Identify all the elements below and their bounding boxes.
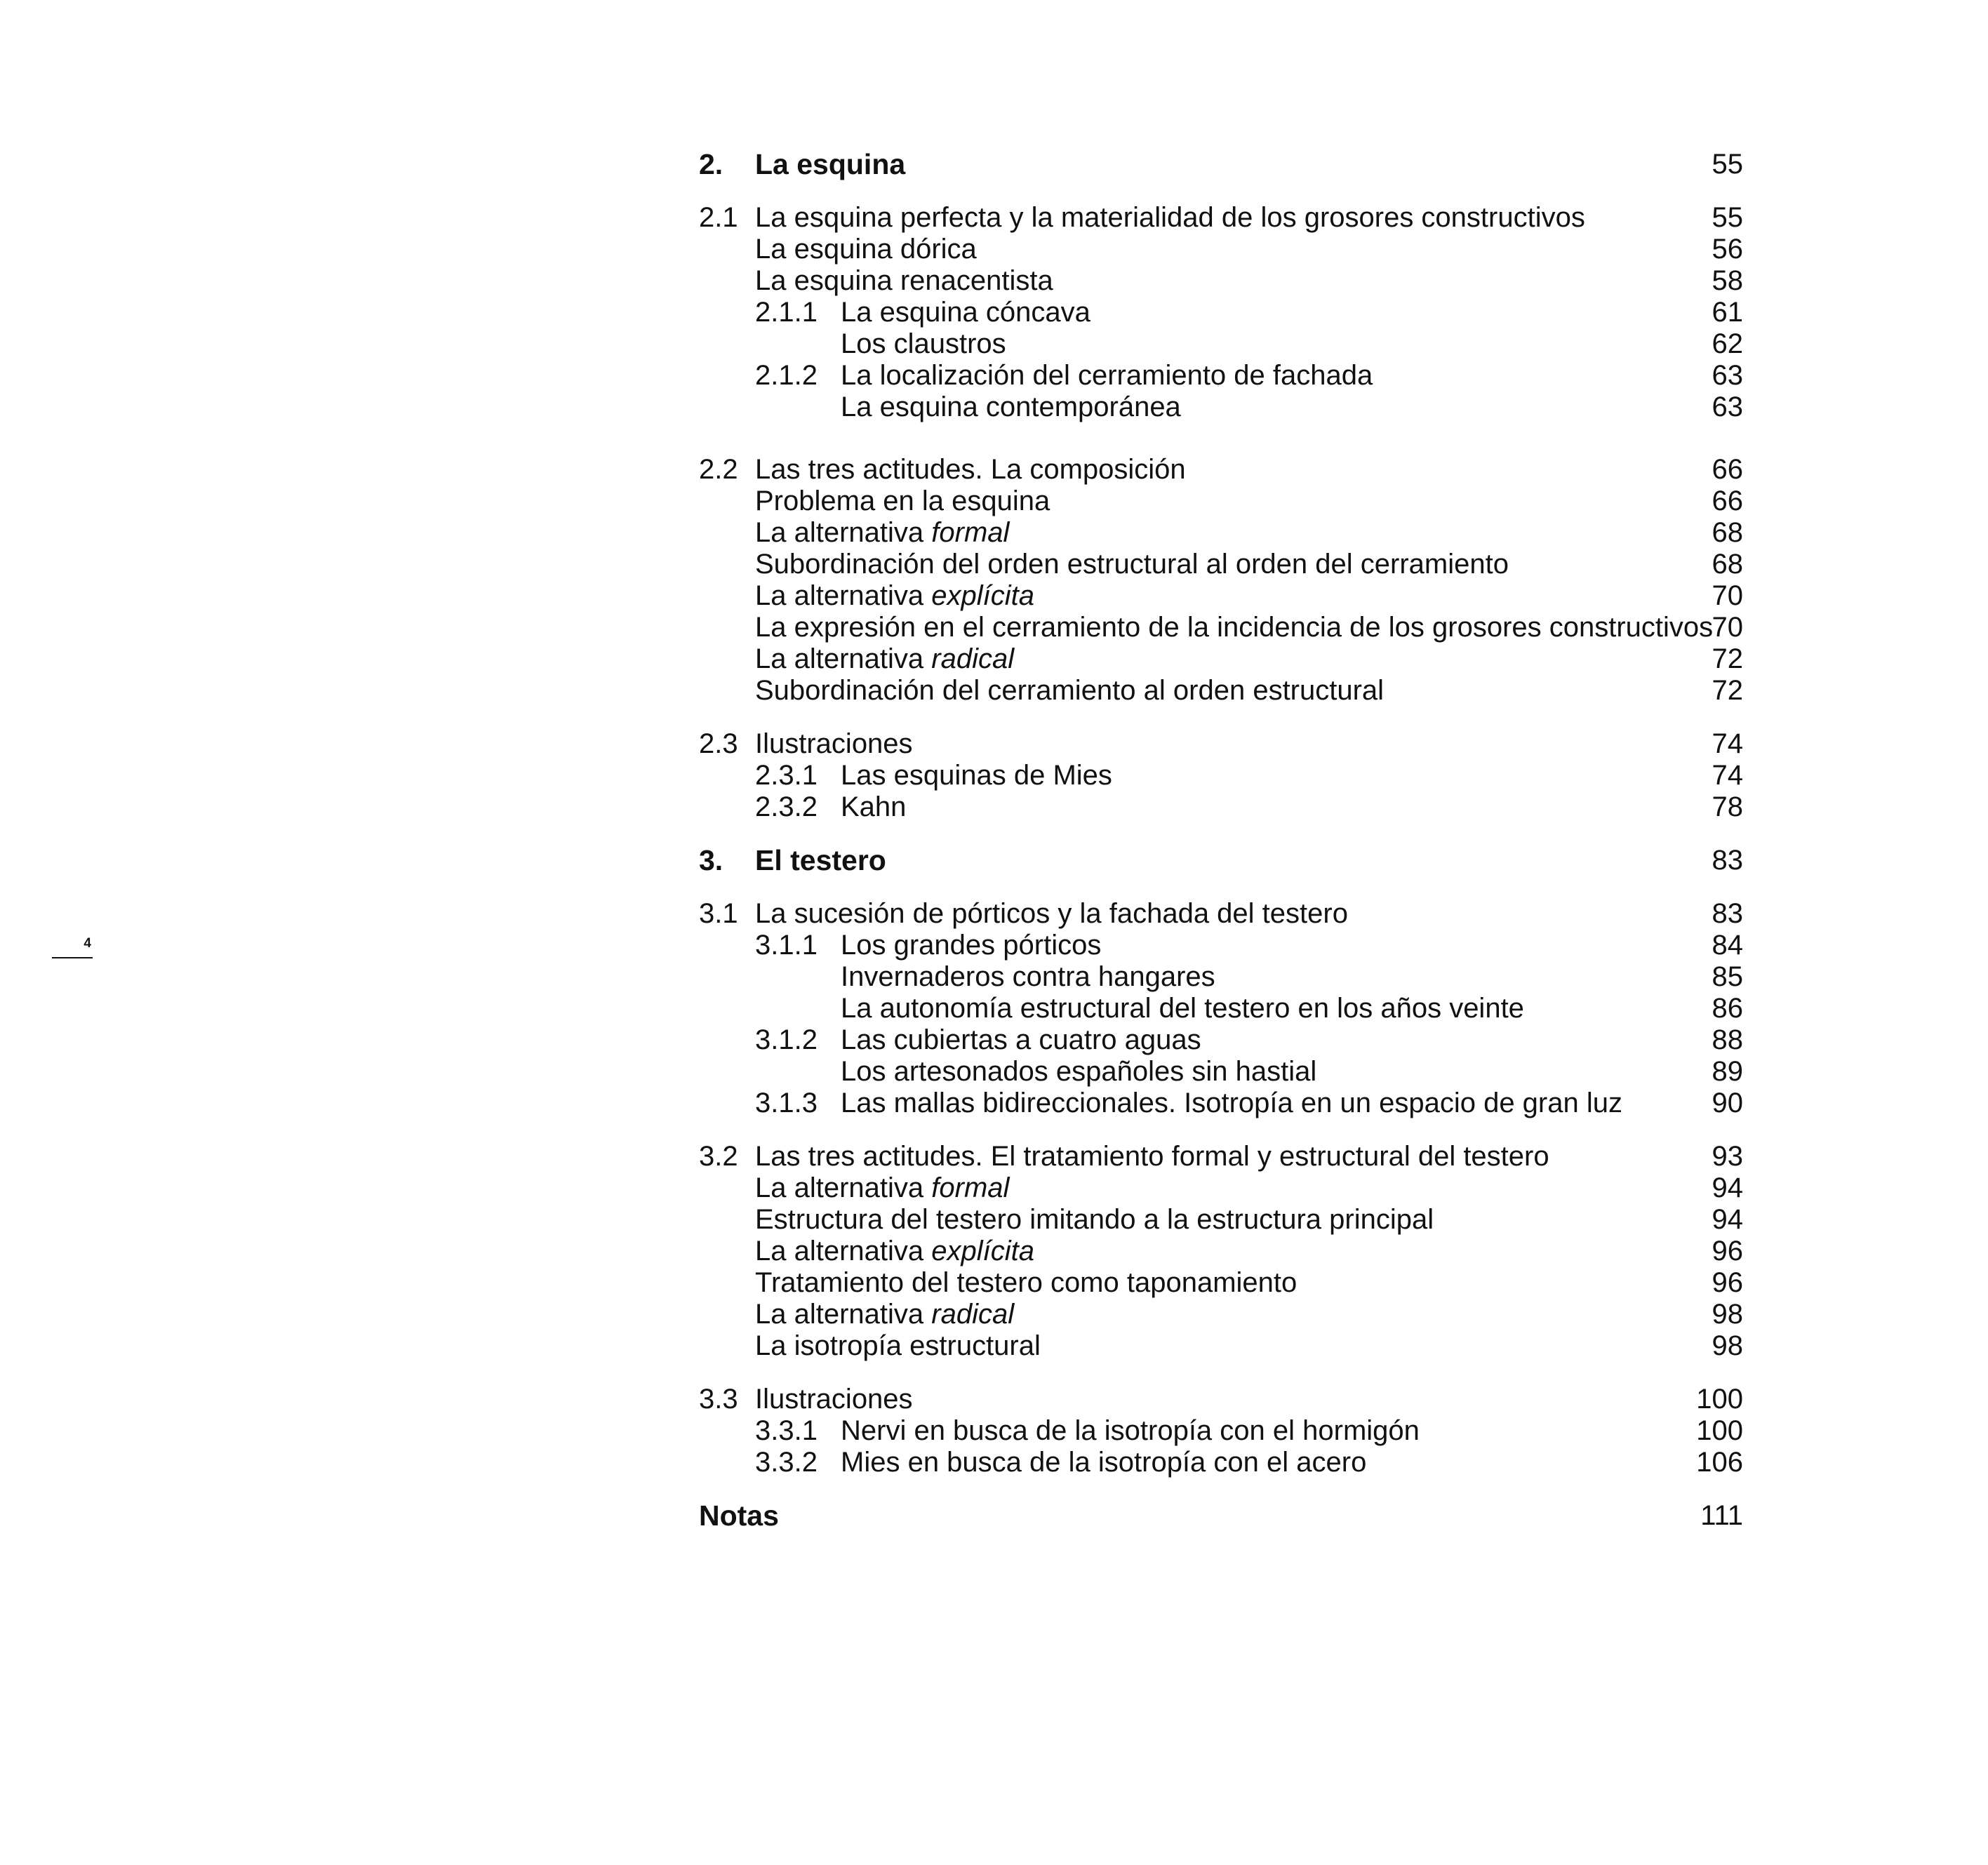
toc-title-emphasis: explícita: [931, 1236, 1035, 1266]
toc-subsection: [699, 791, 1743, 823]
toc-title: Kahn: [841, 791, 907, 822]
toc-page: 74: [1712, 760, 1743, 791]
toc-entry: [699, 580, 1743, 612]
toc-subsection: [699, 360, 1743, 392]
toc-number: 2.3.1: [755, 760, 818, 791]
toc-section: [699, 454, 1743, 486]
toc-title: Los grandes pórticos: [841, 930, 1102, 961]
toc-page: 86: [1712, 993, 1743, 1024]
toc-chapter: [699, 149, 1743, 180]
toc-page: 66: [1712, 454, 1743, 485]
toc-entry: [699, 328, 1743, 360]
toc-number: 2.2: [699, 454, 738, 485]
toc-entry: [699, 517, 1743, 549]
toc-subsection: [699, 1415, 1743, 1447]
toc-number: 3.3.2: [755, 1447, 818, 1478]
toc-chapter: [699, 845, 1743, 876]
toc-page: 55: [1712, 202, 1743, 233]
toc-page: 72: [1712, 675, 1743, 706]
toc-title: La autonomía estructural del testero en los años veinte: [841, 993, 1524, 1024]
toc-page: 70: [1712, 612, 1743, 643]
toc-page: 83: [1712, 898, 1743, 929]
toc-number: 2.1.1: [755, 297, 818, 328]
toc-title: El testero: [755, 844, 886, 876]
toc-number: 2.: [699, 148, 723, 180]
toc-title: Problema en la esquina: [755, 486, 1050, 516]
toc-subsection: [699, 297, 1743, 328]
toc-title: La esquina contemporánea: [841, 392, 1181, 422]
toc-title: Tratamiento del testero como taponamiento: [755, 1267, 1297, 1298]
toc-title: Las cubiertas a cuatro aguas: [841, 1024, 1201, 1055]
toc-title-text: La alternativa: [755, 1236, 924, 1266]
toc-title: [755, 517, 1009, 549]
toc-title-text: La alternativa: [755, 517, 924, 548]
toc-entry: [699, 1330, 1743, 1362]
toc-number: 2.3.2: [755, 791, 818, 822]
toc-subsection: [699, 760, 1743, 791]
toc-entry: [699, 1172, 1743, 1204]
toc-title: Subordinación del orden estructural al orden del cerramiento: [755, 549, 1509, 580]
table-of-contents: [699, 149, 1743, 1532]
toc-number: 2.1.2: [755, 360, 818, 391]
toc-page: 66: [1712, 486, 1743, 516]
toc-entry: [699, 549, 1743, 580]
toc-page: 96: [1712, 1267, 1743, 1298]
toc-title: Invernaderos contra hangares: [841, 961, 1215, 992]
toc-title: [755, 1236, 1034, 1267]
toc-entry: [699, 675, 1743, 707]
toc-page: 68: [1712, 549, 1743, 580]
toc-number: 3.2: [699, 1141, 738, 1172]
toc-title: [755, 643, 1014, 675]
toc-title: [755, 1299, 1014, 1330]
toc-title: Las esquinas de Mies: [841, 760, 1112, 791]
toc-page: 94: [1712, 1204, 1743, 1235]
toc-subsection: [699, 1024, 1743, 1056]
toc-title: Las tres actitudes. La composición: [755, 454, 1186, 485]
toc-page: 84: [1712, 930, 1743, 961]
toc-title: [755, 580, 1034, 612]
toc-entry: [699, 1056, 1743, 1088]
toc-title: Las tres actitudes. El tratamiento formal y estructural del testero: [755, 1141, 1549, 1172]
toc-number: 3.3.1: [755, 1415, 818, 1446]
toc-page: 63: [1712, 360, 1743, 391]
toc-title: La esquina cóncava: [841, 297, 1090, 328]
toc-section: [699, 1384, 1743, 1415]
toc-title-text: La alternativa: [755, 643, 924, 674]
toc-title: La isotropía estructural: [755, 1330, 1041, 1361]
toc-page: 70: [1712, 580, 1743, 611]
toc-page: 90: [1712, 1088, 1743, 1118]
toc-title-text: La alternativa: [755, 1172, 924, 1203]
toc-entry: [699, 643, 1743, 675]
toc-title: Subordinación del cerramiento al orden estructural: [755, 675, 1385, 706]
toc-entry: [699, 392, 1743, 423]
toc-title-text: La alternativa: [755, 1299, 924, 1330]
toc-number: 3.3: [699, 1384, 738, 1415]
toc-page: 96: [1712, 1236, 1743, 1266]
toc-page: 61: [1712, 297, 1743, 328]
toc-entry: [699, 993, 1743, 1024]
toc-entry: [699, 1267, 1743, 1299]
toc-subsection: [699, 1447, 1743, 1478]
toc-title: [755, 1172, 1009, 1204]
toc-title: La esquina renacentista: [755, 265, 1053, 296]
toc-title: Las mallas bidireccionales. Isotropía en un espacio de gran luz: [841, 1088, 1622, 1118]
toc-page: 83: [1712, 845, 1743, 876]
toc-subsection: [699, 1088, 1743, 1119]
toc-title: Los artesonados españoles sin hastial: [841, 1056, 1317, 1087]
toc-page: 72: [1712, 643, 1743, 674]
toc-entry: [699, 486, 1743, 517]
toc-section: [699, 728, 1743, 760]
toc-section: [699, 1141, 1743, 1172]
toc-page: 63: [1712, 392, 1743, 422]
toc-title-emphasis: radical: [931, 1299, 1015, 1330]
toc-title: Los claustros: [841, 328, 1006, 359]
toc-page: 100: [1696, 1415, 1743, 1446]
toc-page: 93: [1712, 1141, 1743, 1172]
toc-subsection: [699, 930, 1743, 961]
toc-entry: [699, 612, 1743, 643]
toc-number: 3.1.3: [755, 1088, 818, 1118]
toc-page: 74: [1712, 728, 1743, 759]
toc-page: 94: [1712, 1172, 1743, 1203]
toc-title: La esquina perfecta y la materialidad de los grosores constructivos: [755, 202, 1585, 233]
toc-notes: [699, 1500, 1743, 1532]
toc-number: 3.1: [699, 898, 738, 929]
toc-title: Ilustraciones: [755, 1384, 913, 1415]
toc-title: Nervi en busca de la isotropía con el hormigón: [841, 1415, 1420, 1446]
page-number: 4: [84, 936, 91, 951]
toc-section: [699, 898, 1743, 930]
toc-page: 111: [1700, 1500, 1743, 1531]
toc-entry: [699, 234, 1743, 265]
toc-entry: [699, 265, 1743, 297]
toc-title: La localización del cerramiento de fachada: [841, 360, 1373, 391]
toc-page: 98: [1712, 1299, 1743, 1330]
toc-page: 78: [1712, 791, 1743, 822]
toc-page: 68: [1712, 517, 1743, 548]
page-folio: [52, 936, 93, 958]
toc-entry: [699, 1204, 1743, 1236]
toc-number: 2.3: [699, 728, 738, 759]
toc-title: Estructura del testero imitando a la estructura principal: [755, 1204, 1434, 1235]
toc-title: Notas: [699, 1499, 779, 1532]
toc-title: La esquina: [755, 148, 906, 180]
toc-title-emphasis: formal: [931, 517, 1010, 548]
toc-number: 3.1.2: [755, 1024, 818, 1055]
toc-page: 85: [1712, 961, 1743, 992]
toc-title: Mies en busca de la isotropía con el acero: [841, 1447, 1367, 1478]
toc-title: La expresión en el cerramiento de la incidencia de los grosores constructivos: [755, 612, 1714, 643]
toc-title-emphasis: explícita: [931, 580, 1035, 611]
toc-title: La sucesión de pórticos y la fachada del testero: [755, 898, 1348, 929]
toc-page: 89: [1712, 1056, 1743, 1087]
toc-page: 58: [1712, 265, 1743, 296]
toc-page: 88: [1712, 1024, 1743, 1055]
toc-entry: [699, 1299, 1743, 1330]
toc-title-emphasis: radical: [931, 643, 1015, 674]
toc-number: 3.1.1: [755, 930, 818, 961]
toc-title: Ilustraciones: [755, 728, 913, 759]
toc-page: 56: [1712, 234, 1743, 265]
toc-entry: [699, 1236, 1743, 1267]
toc-number: 3.: [699, 844, 723, 876]
toc-page: 55: [1712, 149, 1743, 180]
toc-section: [699, 202, 1743, 234]
toc-page: 62: [1712, 328, 1743, 359]
toc-number: 2.1: [699, 202, 738, 233]
toc-page: 100: [1696, 1384, 1743, 1415]
toc-page: 98: [1712, 1330, 1743, 1361]
toc-entry: [699, 961, 1743, 993]
toc-title: La esquina dórica: [755, 234, 977, 265]
toc-page: 106: [1696, 1447, 1743, 1478]
toc-title-text: La alternativa: [755, 580, 924, 611]
toc-title-emphasis: formal: [931, 1172, 1010, 1203]
